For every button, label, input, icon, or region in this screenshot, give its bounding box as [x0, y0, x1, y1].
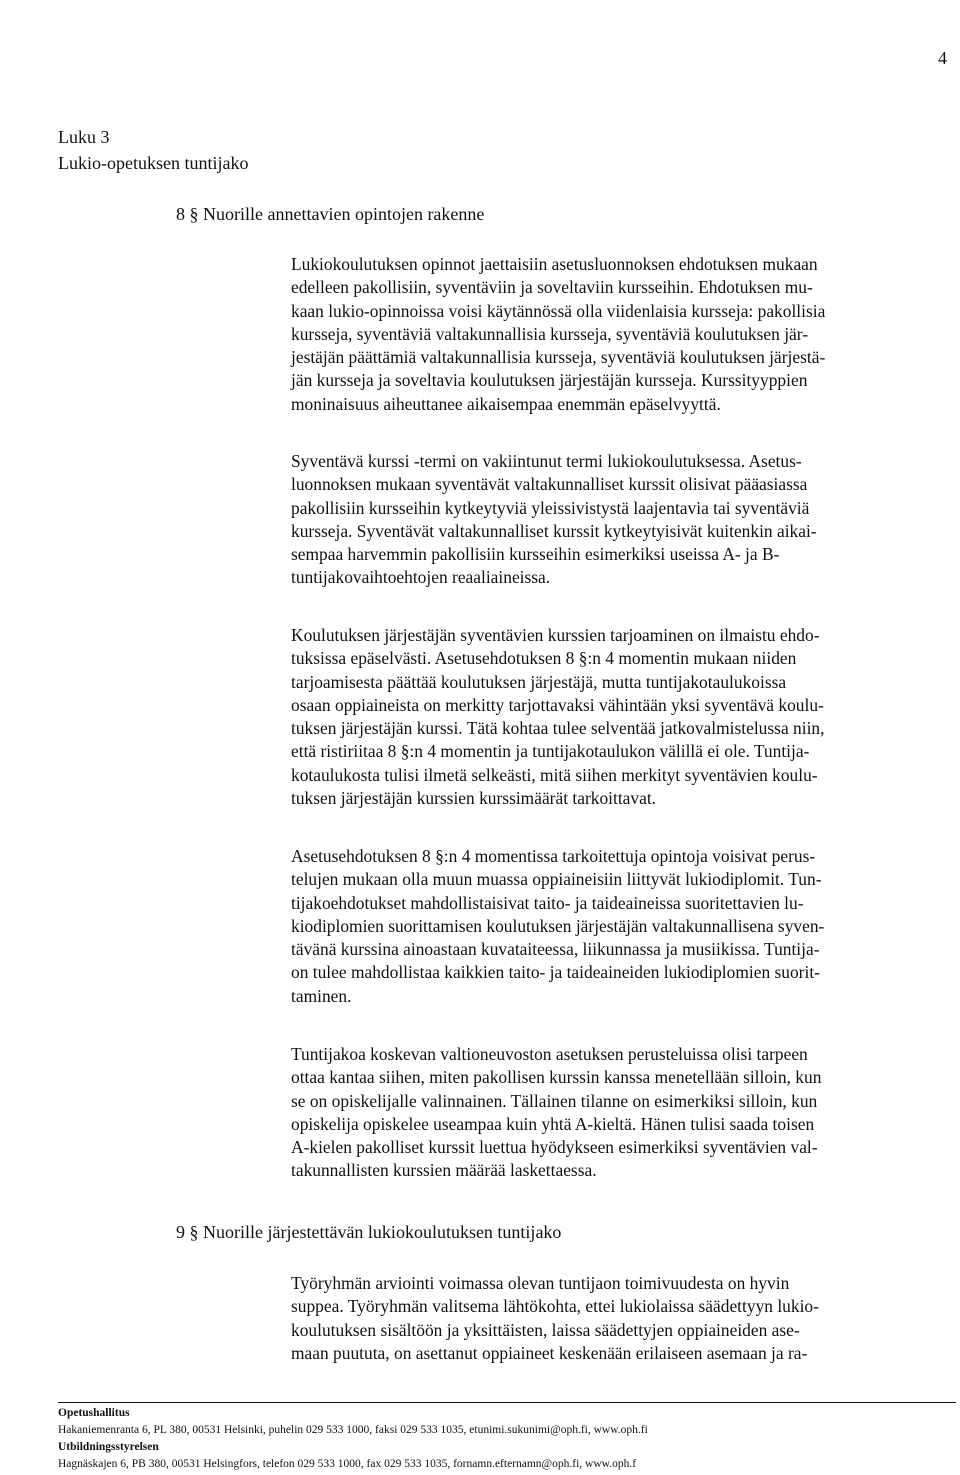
paragraph-line: tävänä kurssina ainoastaan kuvataiteessa, liikunnassa ja musiikissa. Tuntija- — [291, 939, 820, 960]
paragraph-structure — [291, 253, 960, 416]
paragraph-line: suppea. Työryhmän valitsema lähtökohta, ettei lukiolaissa säädettyyn lukio- — [291, 1296, 819, 1317]
paragraph-line: kiodiplomien suorittamisen koulutuksen järjestäjän valtakunnallisena syven- — [291, 915, 825, 936]
paragraph-line: kaan lukio-opinnoissa voisi käytännössä olla viidenlaisia kursseja: pakollisia — [291, 300, 826, 321]
paragraph-line: koulutuksen sisältöön ja yksittäisten, laissa säädettyjen oppiaineiden ase- — [291, 1319, 800, 1340]
footer-org-sv: Utbildningsstyrelsen — [58, 1441, 159, 1453]
paragraph-line: jestäjän päättämiä valtakunnallisia kursseja, syventäviä koulutuksen järjestä- — [291, 347, 826, 368]
paragraph-line: Tuntijakoa koskevan valtioneuvoston asetuksen perusteluissa olisi tarpeen — [291, 1044, 808, 1064]
paragraph-line: kursseja. Syventävät valtakunnalliset kurssit kytkeytyisivät kuitenkin aikai- — [291, 520, 817, 541]
paragraph-line: osaan oppiaineista on merkitty tarjottavaksi vähintään yksi syventävä koulu- — [291, 694, 824, 715]
paragraph-line: se on opiskelijalle valinnainen. Tällainen tilanne on esimerkiksi silloin, kun — [291, 1090, 818, 1111]
paragraph-line: tuksen järjestäjän kurssi. Tätä kohtaa tulee selventää jatkovalmistelussa niin, — [291, 718, 825, 739]
paragraph-line: edelleen pakollisiin, syventäviin ja soveltaviin kursseihin. Ehdotuksen mu- — [291, 277, 813, 298]
paragraph-line: maan puututa, on asettanut oppiaineet keskenään erilaiseen asemaan ja ra- — [291, 1342, 808, 1363]
paragraph-line: Asetusehdotuksen 8 §:n 4 momentissa tarkoitettuja opintoja voisivat perus- — [291, 846, 816, 866]
paragraph-valinnainen-kurssi — [291, 1043, 960, 1183]
paragraph-line: tuksen järjestäjän kurssien kurssimäärät tarkoittavat. — [291, 788, 657, 809]
paragraph-kurssien-tarjoaminen — [291, 624, 960, 810]
footer — [58, 1405, 648, 1473]
footer-org-fi: Opetushallitus — [58, 1407, 130, 1419]
paragraph-line: telujen mukaan olla muun muassa oppiaineisiin liittyvät lukiodiplomit. Tun- — [291, 869, 822, 890]
chapter-header — [58, 124, 248, 176]
footer-address-sv: Hagnäskajen 6, PB 380, 00531 Helsingfors, telefon 029 533 1000, fax 029 533 1035, fornamn.efternamn@oph.fi, www.oph.f — [58, 1458, 637, 1470]
paragraph-line: tuntijakovaihtoehtojen reaaliaineissa. — [291, 567, 551, 588]
paragraph-line: opiskelija opiskelee useampaa kuin yhtä A-kieltä. Hänen tulisi saada toisen — [291, 1113, 815, 1134]
paragraph-line: jän kursseja ja soveltavia koulutuksen järjestäjän kursseja. Kurssityyppien — [291, 370, 808, 391]
paragraph-line: tijakoehdotukset mahdollistaisivat taito- ja taideaineissa suoritettavien lu- — [291, 892, 804, 913]
paragraph-line: että ristiriitaa 8 §:n 4 momentin ja tuntijakotaulukon välillä ei ole. Tuntija- — [291, 741, 810, 762]
paragraph-line: kursseja, syventäviä valtakunnallisia kursseja, syventäviä koulutuksen jär- — [291, 323, 809, 344]
page-number: 4 — [938, 48, 947, 68]
paragraph-line: sempaa harvemmin pakollisiin kursseihin esimerkiksi useissa A- ja B- — [291, 544, 780, 565]
paragraph-line: A-kielen pakolliset kurssit luettua hyödykseen esimerkiksi syventävien val- — [291, 1137, 818, 1158]
paragraph-line: tuksissa epäselvästi. Asetusehdotuksen 8 §:n 4 momentin mukaan niiden — [291, 648, 797, 669]
chapter-label: Luku 3 — [58, 127, 110, 147]
paragraph-line: Koulutuksen järjestäjän syventävien kurssien tarjoaminen on ilmaistu ehdo- — [291, 625, 820, 645]
paragraph-line: Lukiokoulutuksen opinnot jaettaisiin asetusluonnoksen ehdotuksen mukaan — [291, 254, 818, 274]
paragraph-line: on tulee mahdollistaa kaikkien taito- ja taideaineiden lukiodiplomien suorit- — [291, 962, 820, 983]
paragraph-line: pakollisiin kursseihin kytkeytyviä yleissivistystä laajentavia tai syventäviä — [291, 497, 810, 518]
paragraph-line: Työryhmän arviointi voimassa olevan tuntijaon toimivuudesta on hyvin — [291, 1273, 790, 1293]
section-heading-9: 9 § Nuorille järjestettävän lukiokoulutuksen tuntijako — [176, 1222, 562, 1242]
footer-address-fi: Hakaniemenranta 6, PL 380, 00531 Helsinki, puhelin 029 533 1000, faksi 029 533 1035, etunimi.sukunimi@oph.fi, www.oph.fi — [58, 1424, 648, 1436]
paragraph-line: takunnallisten kurssien määrää laskettaessa. — [291, 1160, 597, 1181]
paragraph-line: luonnoksen mukaan syventävät valtakunnalliset kurssit olisivat pääasiassa — [291, 474, 808, 495]
paragraph-syventava-term — [291, 450, 960, 590]
paragraph-line: kotaulukosta tulisi ilmetä selkeästi, mitä siihen merkityt syventävien koulu- — [291, 764, 818, 785]
paragraph-tuntijako-arviointi — [291, 1272, 960, 1365]
paragraph-line: moninaisuus aiheuttanee aikaisempaa enemmän epäselvyyttä. — [291, 393, 721, 414]
paragraph-line: tarjoamisesta päättää koulutuksen järjestäjä, mutta tuntijakotaulukoissa — [291, 671, 787, 692]
paragraph-line: taminen. — [291, 985, 352, 1006]
chapter-title: Lukio-opetuksen tuntijako — [58, 153, 249, 173]
paragraph-line: ottaa kantaa siihen, miten pakollisen kurssin kanssa menetellään silloin, kun — [291, 1067, 822, 1088]
paragraph-lukiodiplomit — [291, 845, 960, 1008]
section-heading-8: 8 § Nuorille annettavien opintojen rakenne — [176, 204, 485, 224]
footer-divider — [58, 1402, 956, 1403]
paragraph-line: Syventävä kurssi -termi on vakiintunut termi lukiokoulutuksessa. Asetus- — [291, 451, 802, 471]
